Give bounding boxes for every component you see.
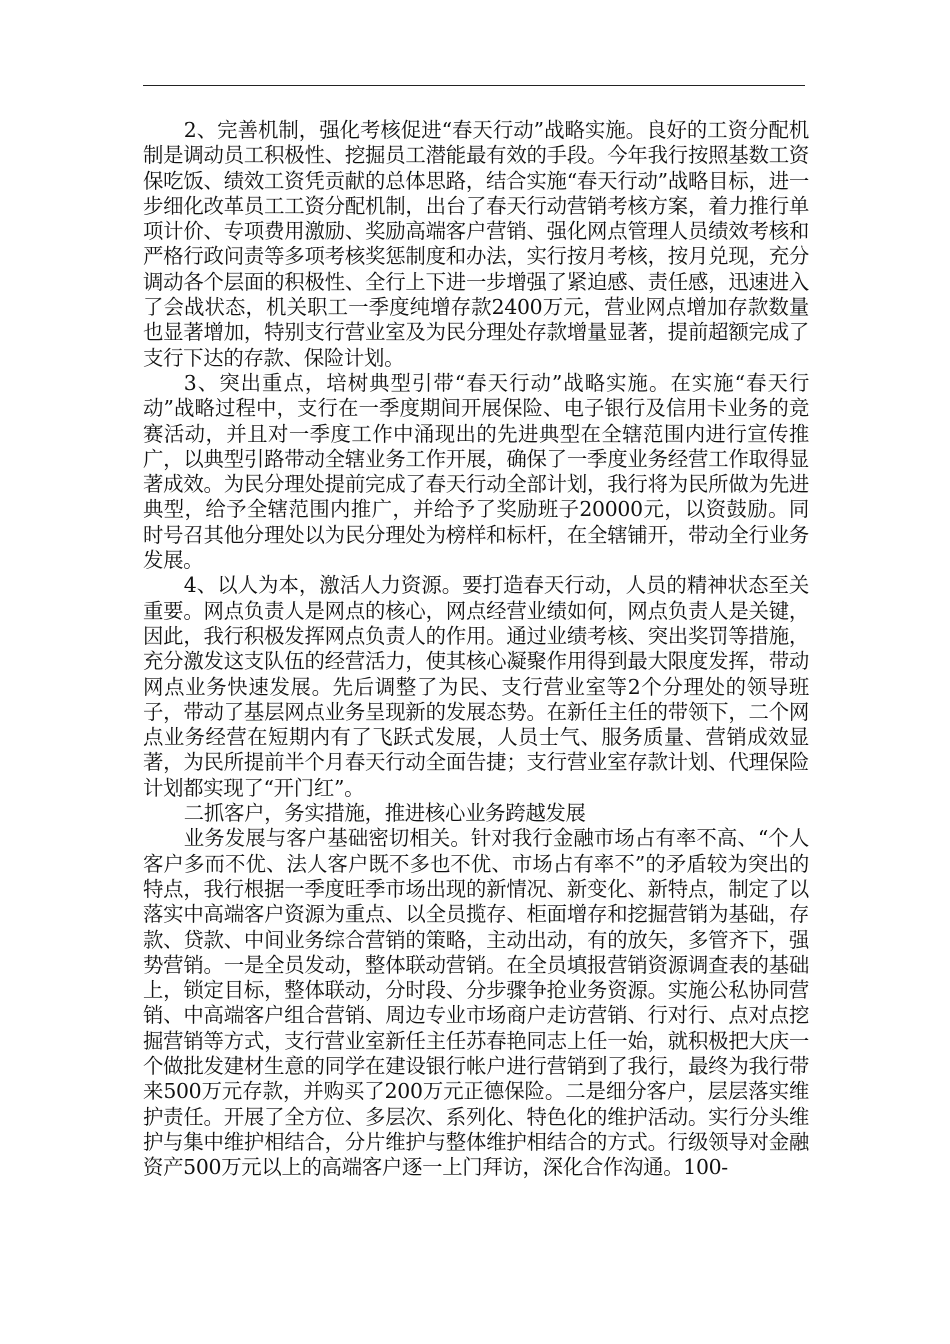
section-heading-customers: 二抓客户，务实措施，推进核心业务跨越发展 [183,801,586,826]
paragraph-mechanism: 2、完善机制，强化考核促进“春天行动”战略实施。良好的工资分配机制是调动员工积极性、挖掘员工潜能最有效的手段。今年我行按照基数工资保吃饭、绩效工资凭贡献的总体思路，结合实施“春天行动”战略目标，进一步细化改革员工工资分配机制，出台了春天行动营销考核方案，着力推行单项计价、专项费用激励、奖励高端客户营销、强化网点管理人员绩效考核和严格行政问责等多项考核奖惩制度和办法，实行按月考核，按月兑现，充分调动各个层面的积极性、全行上下进一步增强了紧迫感、责任感，迅速进入了会战状态，机关职工一季度纯增存款2400万元，营业网点增加存款数量也显著增加，特别支行营业室及为民分理处存款增量显著，提前超额完成了支行下达的存款、保险计划。 [143,118,809,370]
header-rule [143,85,805,86]
paragraph-key-points: 3、突出重点，培树典型引带“春天行动”战略实施。在实施“春天行动”战略过程中，支行在一季度期间开展保险、电子银行及信用卡业务的竞赛活动，并且对一季度工作中涌现出的先进典型在全辖范围内进行宣传推广，以典型引路带动全辖业务工作开展，确保了一季度业务经营工作取得显著成效。为民分理处提前完成了春天行动全部计划，我行将为民所做为先进典型，给予全辖范围内推广，并给予了奖励班子20000元，以资鼓励。同时号召其他分理处以为民分理处为榜样和标杆，在全辖铺开，带动全行业务发展。 [143,370,809,573]
paragraph-customer-base: 业务发展与客户基础密切相关。针对我行金融市场占有率不高、“个人客户多而不优、法人客户既不多也不优、市场占有率不”的矛盾较为突出的特点，我行根据一季度旺季市场出现的新情况、新变化、新特点，制定了以落实中高端客户资源为重点、以全员揽存、柜面增存和挖掘营销为基础，存款、贷款、中间业务综合营销的策略，主动出动，有的放矢，多管齐下，强势营销。一是全员发动，整体联动营销。在全员填报营销资源调查表的基础上，锁定目标，整体联动，分时段、分步骤争抢业务资源。实施公私协同营销、中高端客户组合营销、周边专业市场商户走访营销、行对行、点对点挖掘营销等方式，支行营业室新任主任苏春艳同志上任一始，就积极把大庆一个做批发建材生意的同学在建设银行帐户进行营销到了我行，最终为我行带来500万元存款，并购买了200万元正德保险。二是细分客户，层层落实维护责任。开展了全方位、多层次、系列化、特色化的维护活动。实行分头维护与集中维护相结合，分片维护与整体维护相结合的方式。行级领导对金融资产500万元以上的高端客户逐一上门拜访，深化合作沟通。100- [143,826,809,1180]
document-body [143,118,809,1180]
paragraph-human-resources: 4、以人为本，激活人力资源。要打造春天行动，人员的精神状态至关重要。网点负责人是网点的核心，网点经营业绩如何，网点负责人是关键，因此，我行积极发挥网点负责人的作用。通过业绩考核、突出奖罚等措施，充分激发这支队伍的经营活力，使其核心凝聚作用得到最大限度发挥，带动网点业务快速发展。先后调整了为民、支行营业室等2个分理处的领导班子，带动了基层网点业务呈现新的发展态势。在新任主任的带领下，二个网点业务经营在短期内有了飞跃式发展，人员士气、服务质量、营销成效显著，为民所提前半个月春天行动全面告捷；支行营业室存款计划、代理保险计划都实现了“开门红”。 [143,573,809,800]
